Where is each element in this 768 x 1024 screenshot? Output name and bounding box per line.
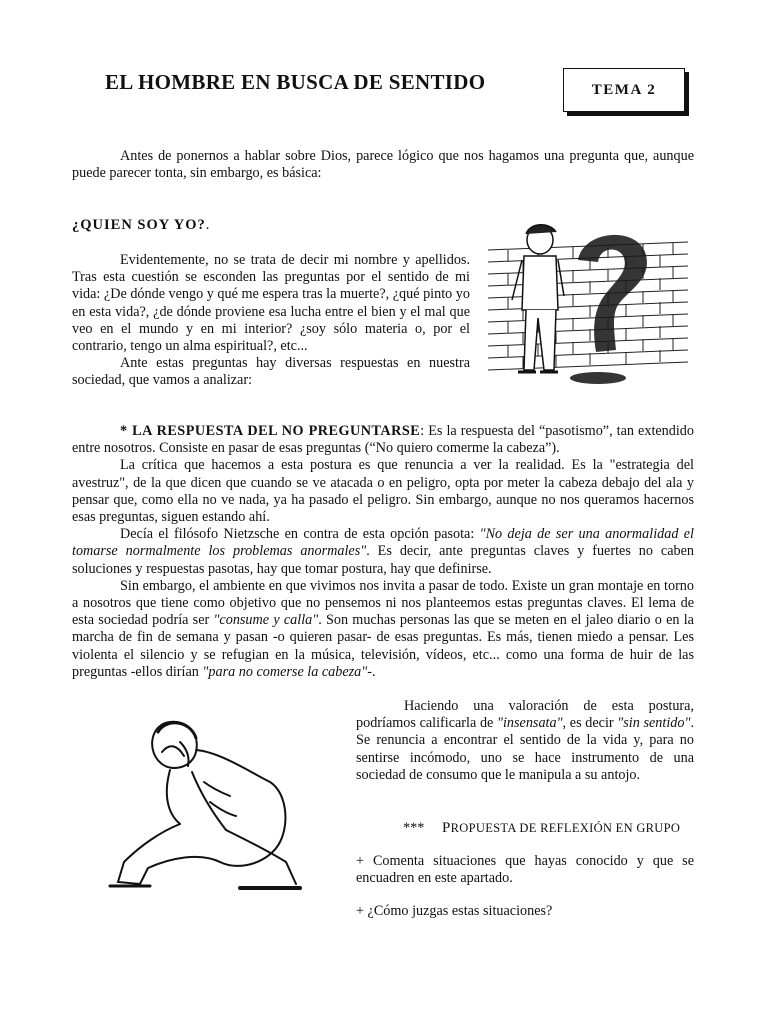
p4-text-b: . Son muchas personas las que se meten en el jaleo diario o en la marcha de fin de semana y pasan -o quieren pasar- de esas preguntas. Es más, tienen miedo a pensar. Les violenta el silencio y se refugian en la música, televisión, vídeos, etc... como una forma de huir de las preguntas -ellos dirían	[72, 612, 694, 680]
intro-block	[72, 148, 694, 182]
brick-wall	[488, 242, 688, 370]
questions-block	[356, 853, 694, 921]
question-2: + ¿Cómo juzgas estas situaciones?	[356, 903, 553, 920]
page-title: EL HOMBRE EN BUSCA DE SENTIDO	[105, 70, 486, 94]
section2-paragraph-3	[72, 526, 694, 578]
p5-text-b: , es decir	[562, 715, 618, 732]
section2-paragraph-1	[72, 423, 694, 457]
proposal-title-rest: ROPUESTA DE REFLEXIÓN EN GRUPO	[450, 821, 681, 835]
sitting-boy-illustration	[100, 712, 310, 902]
section2-paragraph-2: La crítica que hacemos a esta postura es que renuncia a ver la realidad. Es la "estrategia del avestruz", de la que dicen que cuando se ve atacada o en peligro, opta por meter la cabeza debajo del ala y pensar que, como ella no ve nada, ya ha pasado el peligro. Sin embargo, aunque no nos queramos hacernos esas preguntas, siguen estando ahí.	[72, 457, 694, 526]
section1-paragraph-2: Ante estas preguntas hay diversas respuestas en nuestra sociedad, que vamos a analizar:	[72, 355, 470, 389]
tema-badge	[563, 68, 685, 112]
comerse-quote: "para no comerse la cabeza"	[202, 663, 368, 680]
section3-paragraph	[356, 698, 694, 784]
section1-block	[72, 252, 470, 390]
question-1: + Comenta situaciones que hayas conocido y que se encuadren en este apartado.	[356, 853, 694, 887]
p5-text-c: . Se renuncia a encontrar el sentido de la vida y, para no sentirse incómodo, uno se hace instrumento de una sociedad de consumo que le manipula a su antojo.	[356, 715, 694, 783]
section-heading-quien-soy-yo	[72, 217, 210, 234]
section3-block	[356, 698, 694, 784]
nietzsche-quote: "No deja de ser una anormalidad el tomarse normalmente los problemas anormales"	[72, 526, 694, 560]
p5-text-a: Haciendo una valoración de esta postura, podríamos calificarla de	[356, 698, 694, 732]
p3-text-a: Decía el filósofo Nietzsche en contra de esta opción pasota:	[120, 526, 480, 543]
proposal-heading	[403, 820, 703, 837]
section1-paragraph-1: Evidentemente, no se trata de decir mi nombre y apellidos. Tras esta cuestión se esconden las preguntas por el sentido de mi vida: ¿De dónde vengo y qué me espera tras la muerte?, ¿qué pinto yo en esta vida?, ¿de dónde proviene esa lucha entre el bien y el mal que veo en el mundo y en mi interior? ¿soy sólo materia o, por el contrario, tengo un alma espiritual?, etc...	[72, 252, 470, 355]
section2-paragraph-4	[72, 578, 694, 681]
p4-text-a: Sin embargo, el ambiente en que vivimos nos invita a pasar de todo. Existe un gran montaje en torno a nosotros que tiene como objetivo que no pensemos ni nos planteemos estas preguntas claves. El lema de esta sociedad podría ser	[72, 577, 694, 629]
section2-block	[72, 423, 694, 681]
proposal-title-cap: P	[442, 820, 451, 836]
p4-text-c: -.	[367, 663, 376, 680]
consume-quote: "consume y calla"	[213, 612, 319, 629]
section2-lead: * LA RESPUESTA DEL NO PREGUNTARSE	[120, 423, 421, 439]
p3-text-b: . Es decir, ante preguntas claves y fuertes no caben soluciones y respuestas pasotas, hay que tomar postura, hay que definirse.	[72, 543, 695, 577]
tema-label: TEMA 2	[591, 81, 657, 98]
boy-wall-illustration	[478, 210, 692, 390]
intro-paragraph: Antes de ponernos a hablar sobre Dios, parece lógico que nos hagamos una pregunta que, aunque puede parecer tonta, sin embargo, es básica:	[72, 148, 694, 182]
proposal-title	[442, 821, 680, 835]
sin-sentido-quote: "sin sentido"	[617, 715, 691, 732]
heading-text: ¿QUIEN SOY YO?	[72, 217, 206, 233]
section2-paragraph-1-text: : Es la respuesta del “pasotismo”, tan extendido entre nosotros. Consiste en pasar de esas preguntas (“No quiero comerme la cabeza”).	[72, 423, 694, 457]
heading-suffix: .	[205, 217, 211, 233]
insensata-quote: "insensata"	[497, 715, 563, 732]
stars-marker: ***	[403, 820, 425, 836]
